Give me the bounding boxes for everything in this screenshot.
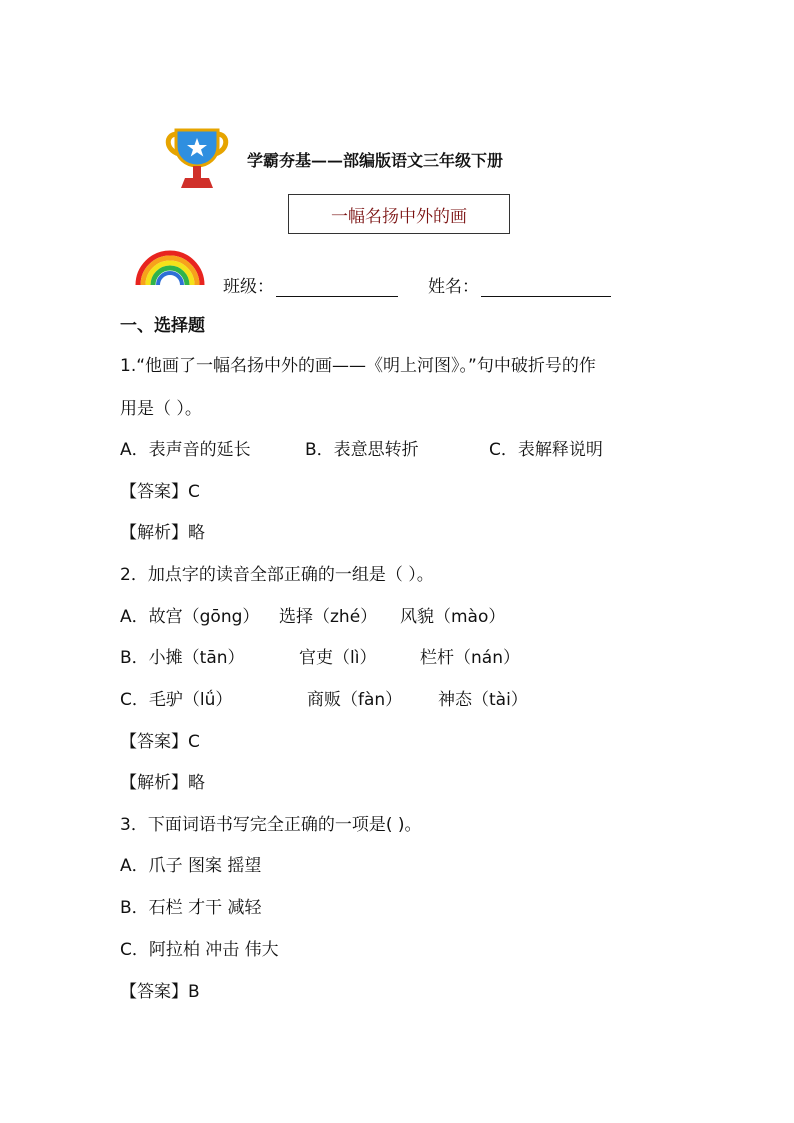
question-2-option-c-2: 商贩（fàn） [307,690,403,710]
rainbow-icon [134,245,206,287]
question-1-option-a: A．表声音的延长 [120,440,251,460]
lesson-title: 一幅名扬中外的画 [331,206,467,227]
trophy-icon [163,128,231,190]
name-blank [481,278,611,297]
question-2-stem: 2．加点字的读音全部正确的一组是（ ）。 [120,565,434,585]
question-2-option-c-3: 神态（tài） [438,690,528,710]
question-3-option-c: C．阿拉柏 冲击 伟大 [120,940,279,960]
question-1-answer: 【答案】C [120,482,200,502]
question-1-option-c: C．表解释说明 [489,440,603,460]
question-1-analysis: 【解析】略 [120,523,205,543]
document-title: 学霸夯基——部编版语文三年级下册 [247,151,504,170]
question-2-option-a-1: A．故宫（gōng） [120,607,260,627]
class-blank [276,278,398,297]
question-1-stem-line2: 用是（ ）。 [120,399,202,419]
class-field [223,272,398,297]
question-2-option-b-2: 官吏（lì） [299,648,377,668]
section-heading: 一、选择题 [120,316,205,336]
question-2-option-c-1: C．毛驴（lǘ） [120,690,233,710]
question-2-option-a-3: 风貌（mào） [400,607,506,627]
question-2-option-b-1: B．小摊（tān） [120,648,245,668]
question-3-answer: 【答案】B [120,982,200,1002]
lesson-title-box [288,194,510,234]
question-3-option-b: B．石栏 才干 减轻 [120,898,262,918]
question-3-option-a: A．爪子 图案 摇望 [120,856,262,876]
class-label: 班级： [223,277,274,297]
question-2-answer: 【答案】C [120,732,200,752]
question-1-stem-line1: 1.“他画了一幅名扬中外的画——《明上河图》。”句中破折号的作 [120,356,596,376]
question-2-option-a-2: 选择（zhé） [279,607,378,627]
question-1-option-b: B．表意思转折 [305,440,419,460]
name-label: 姓名： [428,277,479,297]
name-field [428,272,611,297]
question-3-stem: 3．下面词语书写完全正确的一项是( )。 [120,815,422,835]
question-2-analysis: 【解析】略 [120,773,205,793]
question-2-option-b-3: 栏杆（nán） [420,648,520,668]
